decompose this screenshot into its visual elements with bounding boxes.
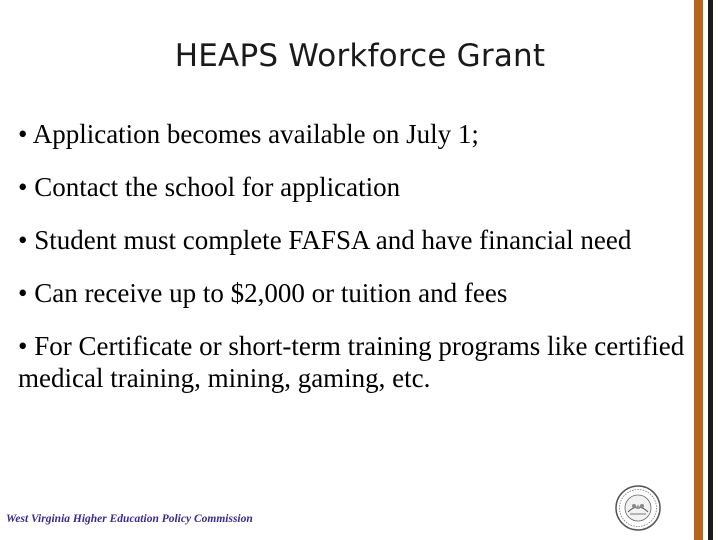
state-seal-icon: [614, 484, 662, 532]
slide-title: HEAPS Workforce Grant: [174, 38, 546, 74]
footer-organization: West Virginia Higher Education Policy Commission: [6, 513, 253, 525]
accent-bar: [694, 0, 703, 540]
dark-bar: [708, 0, 713, 540]
bullet-item: • Can receive up to $2,000 or tuition and fees: [18, 278, 508, 308]
bullet-item: • Application becomes available on July 1;: [18, 119, 479, 149]
bullet-list: [18, 118, 688, 415]
bullet-item: • Contact the school for application: [18, 172, 401, 202]
bullet-item: • For Certificate or short-term training programs like certified medical training, mining, gaming, etc.: [18, 331, 685, 393]
bullet-item: • Student must complete FAFSA and have financial need: [18, 225, 632, 255]
